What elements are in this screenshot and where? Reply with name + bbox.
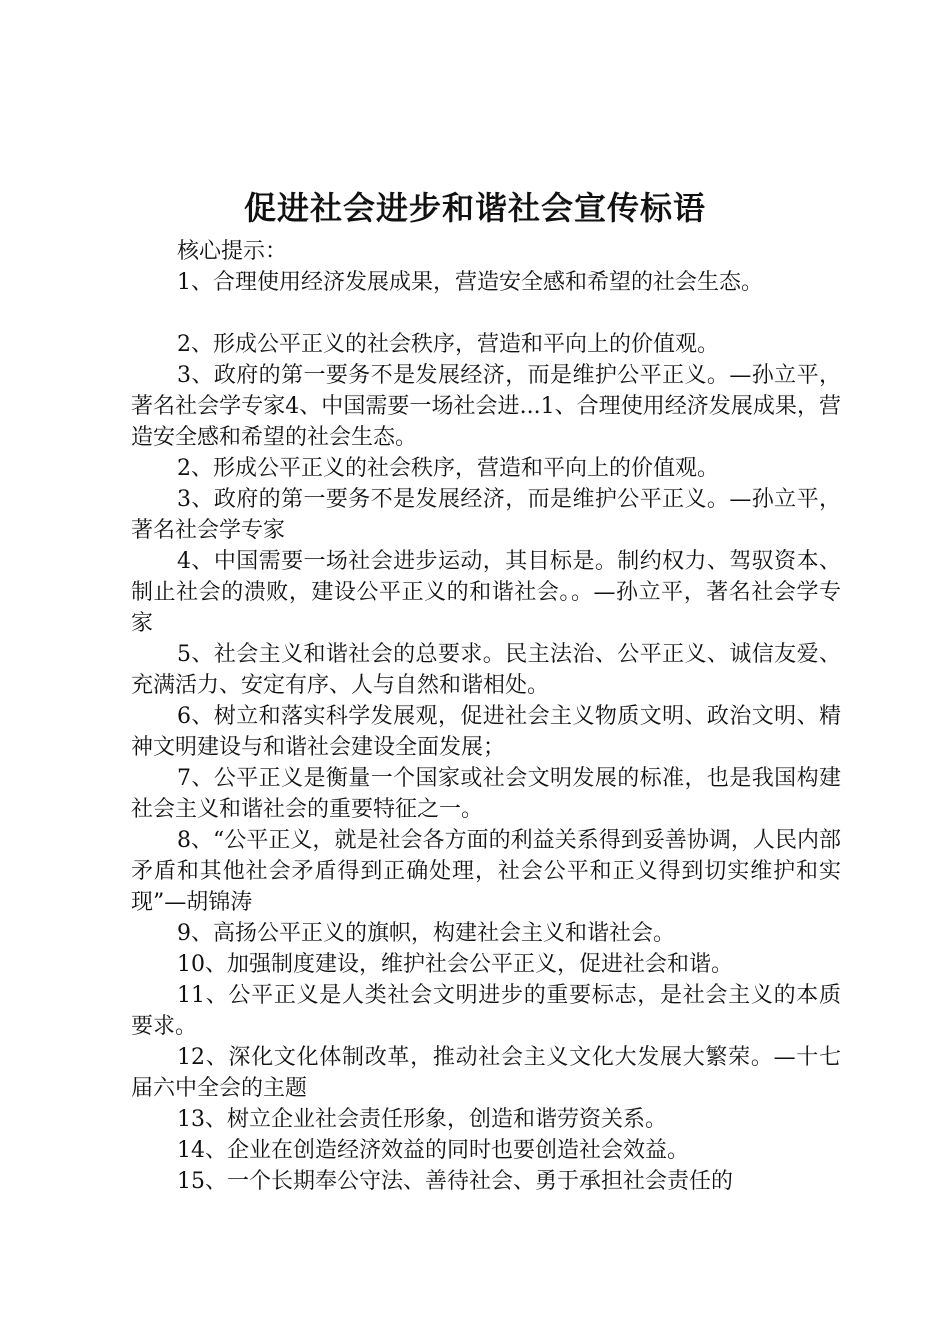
paragraph-intro: 核心提示：: [177, 239, 288, 264]
paragraph: 13、树立企业社会责任形象，创造和谐劳资关系。: [177, 1107, 667, 1132]
paragraph: 3、政府的第一要务不是发展经济，而是维护公平正义。—孙立平，著名社会学专家4、中国需要一场社会进...1、合理使用经济发展成果，营造安全感和希望的社会生态。: [131, 363, 841, 450]
paragraph: 1、合理使用经济发展成果，营造安全感和希望的社会生态。: [177, 270, 763, 295]
document-body: [131, 236, 841, 1197]
paragraph: 9、高扬公平正义的旗帜，构建社会主义和谐社会。: [177, 921, 675, 946]
paragraph: 6、树立和落实科学发展观，促进社会主义物质文明、政治文明、精神文明建设与和谐社会建设全面发展；: [131, 704, 841, 760]
paragraph: 7、公平正义是衡量一个国家或社会文明发展的标准，也是我国构建社会主义和谐社会的重要特征之一。: [131, 766, 841, 822]
paragraph: 14、企业在创造经济效益的同时也要创造社会效益。: [177, 1138, 689, 1163]
paragraph: 11、公平正义是人类社会文明进步的重要标志，是社会主义的本质要求。: [131, 983, 841, 1039]
paragraph: 2、形成公平正义的社会秩序，营造和平向上的价值观。: [177, 456, 719, 481]
paragraph: 2、形成公平正义的社会秩序，营造和平向上的价值观。: [177, 332, 719, 357]
paragraph: 15、一个长期奉公守法、善待社会、勇于承担社会责任的: [177, 1169, 733, 1194]
document-title: 促进社会进步和谐社会宣传标语: [243, 189, 706, 227]
paragraph: 5、社会主义和谐社会的总要求。民主法治、公平正义、诚信友爱、充满活力、安定有序、人与自然和谐相处。: [131, 642, 841, 698]
paragraph: 10、加强制度建设，维护社会公平正义，促进社会和谐。: [177, 952, 733, 977]
paragraph: 12、深化文化体制改革，推动社会主义文化大发展大繁荣。—十七届六中全会的主题: [131, 1045, 841, 1101]
paragraph: 4、中国需要一场社会进步运动，其目标是。制约权力、驾驭资本、制止社会的溃败，建设公平正义的和谐社会。。—孙立平，著名社会学专家: [131, 549, 841, 636]
paragraph: 3、政府的第一要务不是发展经济，而是维护公平正义。—孙立平，著名社会学专家: [131, 487, 841, 543]
paragraph: 8、“公平正义，就是社会各方面的利益关系得到妥善协调，人民内部矛盾和其他社会矛盾得到正确处理，社会公平和正义得到切实维护和实现”—胡锦涛: [131, 828, 841, 915]
